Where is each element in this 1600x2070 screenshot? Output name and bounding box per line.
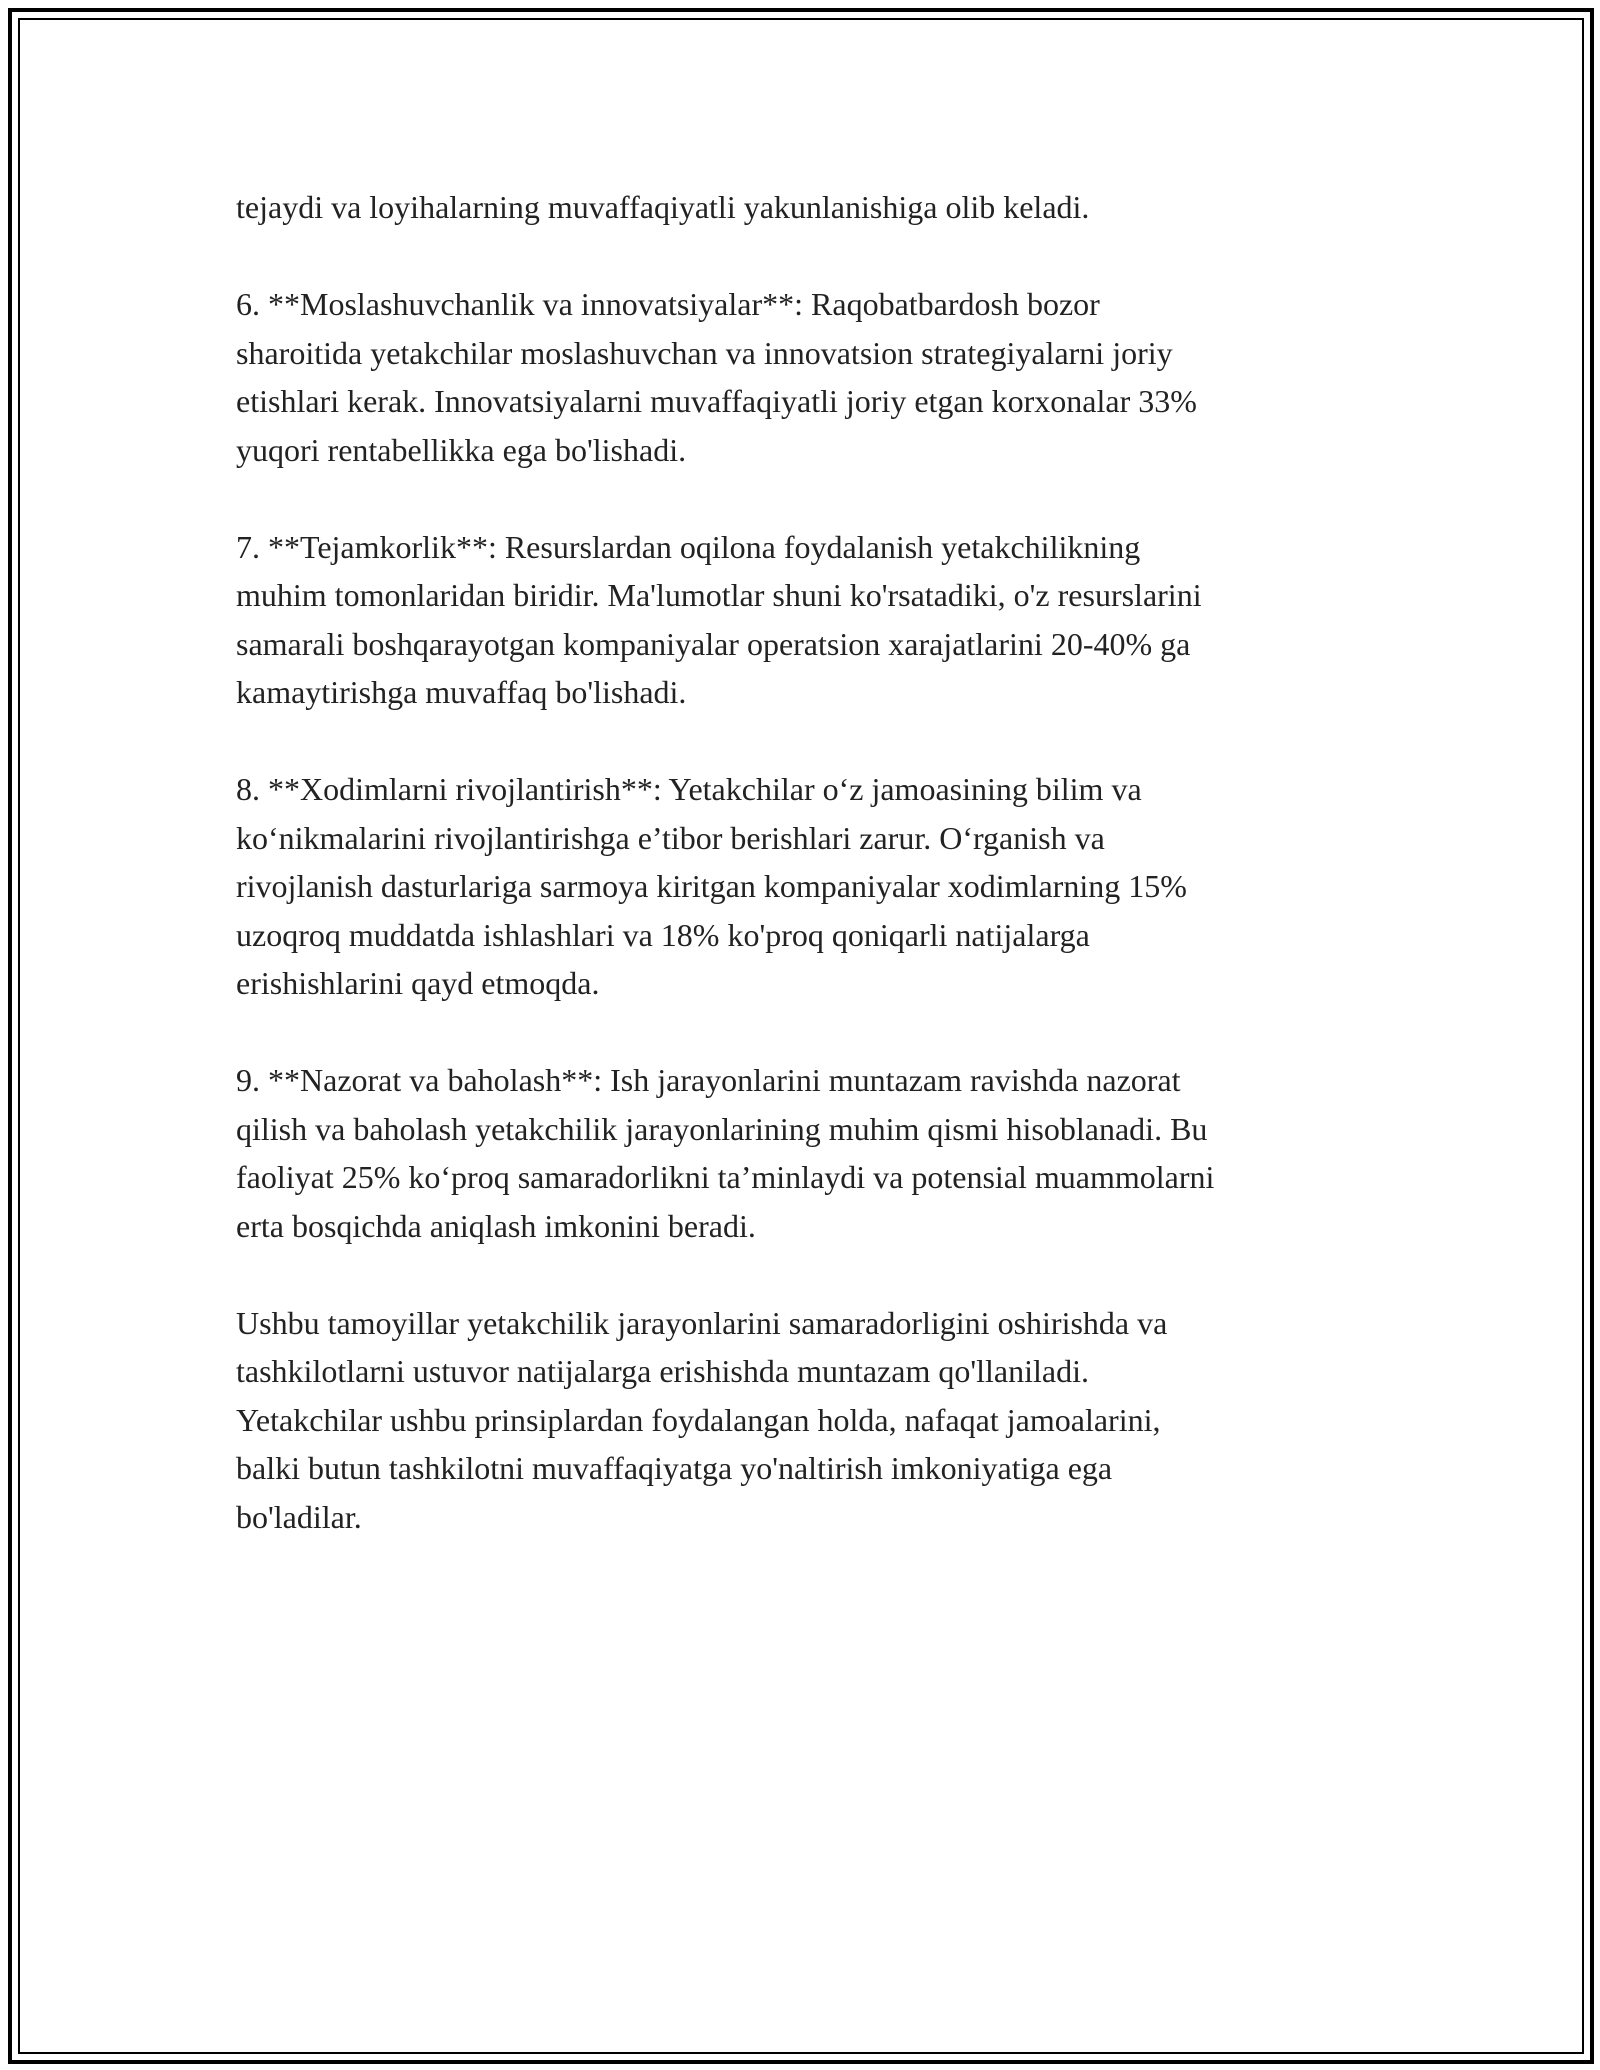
paragraph-item-6: 6. **Moslashuvchanlik va innovatsiyalar**: Raqobatbardosh bozor sharoitida yetakchilar moslashuvchan va innovatsion strategiyalarni joriy etishlari kerak. Innovatsiyalarni muvaffaqiyatli joriy etgan korxonalar 33% yuqori rentabellikka ega bo'lishadi.: [236, 286, 1197, 468]
paragraph-conclusion: Ushbu tamoyillar yetakchilik jarayonlarini samaradorligini oshirishda va tashkilotlarni ustuvor natijalarga erishishda muntazam qo'llaniladi. Yetakchilar ushbu prinsiplardan foydalangan holda, nafaqat jamoalarini, balki butun tashkilotni muvaffaqiyatga yo'naltirish imkoniyatiga ega bo'ladilar.: [236, 1304, 1168, 1535]
paragraph-continuation: tejaydi va loyihalarning muvaffaqiyatli yakunlanishiga olib keladi.: [236, 189, 1090, 225]
paragraph-item-7: 7. **Tejamkorlik**: Resurslardan oqilona foydalanish yetakchilikning muhim tomonlaridan biridir. Ma'lumotlar shuni ko'rsatadiki, o'z resurslarini samarali boshqarayotgan kompaniyalar operatsion xarajatlarini 20-40% ga kamaytirishga muvaffaq bo'lishadi.: [236, 528, 1202, 710]
document-body: [236, 183, 1366, 1541]
paragraph-item-8: 8. **Xodimlarni rivojlantirish**: Yetakchilar o‘z jamoasining bilim va ko‘nikmalarini rivojlantirishga e’tibor berishlari zarur. O‘rganish va rivojlanish dasturlariga sarmoya kiritgan kompaniyalar xodimlarning 15% uzoqroq muddatda ishlashlari va 18% ko'proq qoniqarli natijalarga erishishlarini qayd etmoqda.: [236, 771, 1187, 1001]
paragraph-item-9: 9. **Nazorat va baholash**: Ish jarayonlarini muntazam ravishda nazorat qilish va baholash yetakchilik jarayonlarining muhim qismi hisoblanadi. Bu faoliyat 25% ko‘proq samaradorlikni ta’minlaydi va potensial muammolarni erta bosqichda aniqlash imkonini beradi.: [236, 1062, 1215, 1244]
